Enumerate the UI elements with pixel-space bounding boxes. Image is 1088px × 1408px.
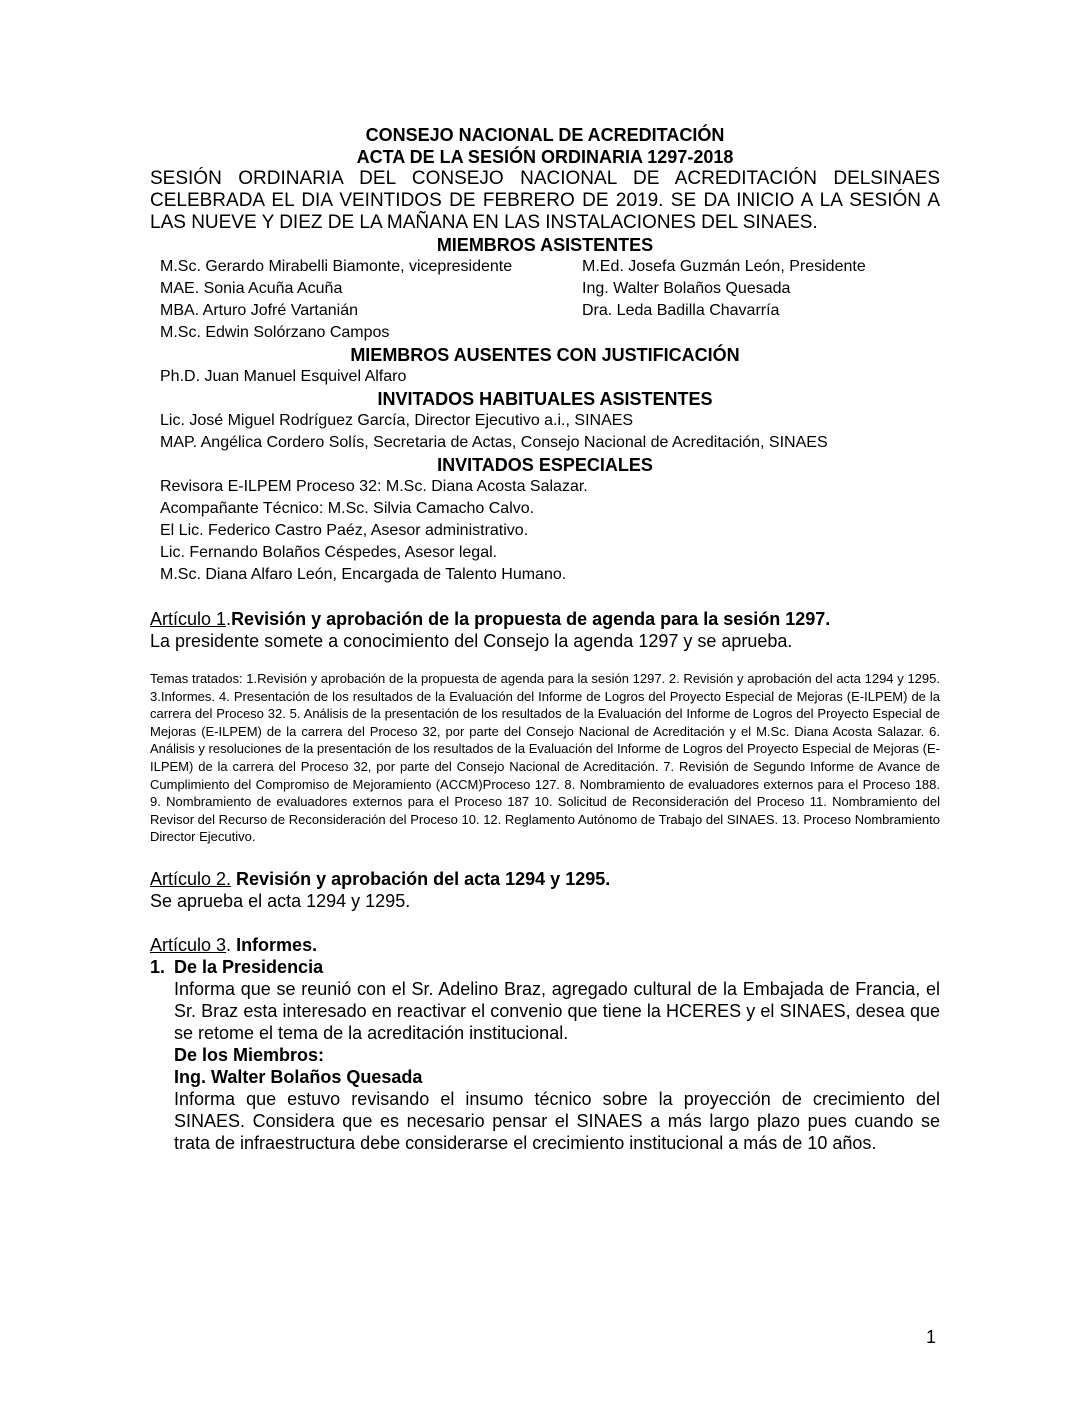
absent-list <box>150 366 940 388</box>
article-1-title <box>150 608 940 630</box>
article-2-label: Artículo 2. <box>150 868 232 889</box>
article-3-title <box>150 934 940 956</box>
topics-summary: Temas tratados: 1.Revisión y aprobación de la propuesta de agenda para la sesión 1297. 2. Revisión y aprobación del acta 1294 y 1295. 3.Informes. 4. Presentación de los resultados de la Evaluación del Informe de Logros del Proyecto Especial de Mejoras (E-ILPEM) de la carrera del Proceso 32. 5. Análisis de la presentación de los resultados de la Evaluación del Informe de Logros del Proyecto Especial de Mejoras (E-ILPEM) de la carrera del Proceso 32, por parte del Consejo Nacional de Acreditación y el M.Sc. Diana Acosta Salazar. 6. Análisis y resoluciones de la presentación de los resultados de la Evaluación del Informe de Logros del Proyecto Especial de Mejoras (E-ILPEM) de la carrera del Proceso 32, por parte del Consejo Nacional de Acreditación. 7. Revisión de Segundo Informe de Avance de Cumplimiento del Compromiso de Mejoramiento (ACCM)Proceso 127. 8. Nombramiento de evaluadores externos para el Proceso 188. 9. Nombramiento de evaluadores externos para el Proceso 187 10. Solicitud de Reconsideración del Proceso 11. Nombramiento del Revisor del Recurso de Reconsideración del Proceso 10. 12. Reglamento Autónomo de Trabajo del SINAES. 13. Proceso Nombramiento Director Ejecutivo. <box>150 671 940 845</box>
guests-list <box>150 410 940 454</box>
attendee-left-4: M.Sc. Edwin Solórzano Campos <box>160 324 390 341</box>
document-content <box>150 124 940 1154</box>
article-3-label: Artículo 3 <box>150 934 227 955</box>
article-2-title <box>150 868 940 890</box>
special-guests-heading: INVITADOS ESPECIALES <box>437 455 653 475</box>
attendee-left-3: MBA. Arturo Jofré Vartanián <box>160 302 359 319</box>
article-2-body: Se aprueba el acta 1294 y 1295. <box>150 890 411 911</box>
presidencia-item <box>150 956 940 978</box>
attendee-right-4 <box>582 322 940 344</box>
article-2 <box>150 868 940 912</box>
member-name: Ing. Walter Bolaños Quesada <box>174 1066 423 1087</box>
council-title: CONSEJO NACIONAL DE ACREDITACIÓN <box>365 125 725 145</box>
special-guest-item: M.Sc. Diana Alfaro León, Encargada de Talento Humano. <box>160 566 567 583</box>
presidencia-text: Informa que se reunió con el Sr. Adelino Braz, agregado cultural de la Embajada de Francia, el Sr. Braz esta interesado en reactivar el convenio que tiene la HCERES y el SINAES, desea que se retome el tema de la acreditación institucional. <box>174 978 940 1043</box>
special-guest-item: Revisora E-ILPEM Proceso 32: M.Sc. Diana Acosta Salazar. <box>160 478 588 495</box>
presidencia-number: 1. <box>150 956 166 977</box>
presidencia-content <box>150 978 940 1154</box>
attendee-right-3: Dra. Leda Badilla Chavarría <box>582 302 780 319</box>
absent-heading: MIEMBROS AUSENTES CON JUSTIFICACIÓN <box>350 345 740 365</box>
absent-member: Ph.D. Juan Manuel Esquivel Alfaro <box>160 368 407 385</box>
article-1 <box>150 608 940 652</box>
members-subheading: De los Miembros: <box>174 1044 325 1065</box>
article-2-heading: Revisión y aprobación del acta 1294 y 1295. <box>231 868 611 889</box>
attendee-left-1: M.Sc. Gerardo Mirabelli Biamonte, vicepresidente <box>160 258 513 275</box>
session-intro: SESIÓN ORDINARIA DEL CONSEJO NACIONAL DE ACREDITACIÓN DELSINAES CELEBRADA EL DIA VEINTIDOS DE FEBRERO DE 2019. SE DA INICIO A LA SESIÓN A LAS NUEVE Y DIEZ DE LA MAÑANA EN LAS INSTALACIONES DEL SINAES. <box>150 168 940 233</box>
presidencia-title: De la Presidencia <box>174 956 324 977</box>
guest-item: MAP. Angélica Cordero Solís, Secretaria de Actas, Consejo Nacional de Acreditación, SINAES <box>160 434 828 451</box>
article-1-label: Artículo 1 <box>150 609 227 629</box>
article-1-heading: Revisión y aprobación de la propuesta de agenda para la sesión 1297. <box>231 609 831 629</box>
attendees-heading: MIEMBROS ASISTENTES <box>436 235 654 255</box>
member-report-text: Informa que estuvo revisando el insumo técnico sobre la proyección de crecimiento del SINAES. Considera que es necesario pensar el SINAES a más largo plazo pues cuando se trata de infraestructura debe considerarse el crecimiento institucional a más de 10 años. <box>174 1088 940 1153</box>
guests-heading: INVITADOS HABITUALES ASISTENTES <box>377 389 713 409</box>
attendees-list <box>150 256 940 344</box>
special-guest-item: El Lic. Federico Castro Paéz, Asesor administrativo. <box>160 522 529 539</box>
special-guest-item: Acompañante Técnico: M.Sc. Silvia Camacho Calvo. <box>160 500 535 517</box>
attendee-right-1: M.Ed. Josefa Guzmán León, Presidente <box>582 258 866 275</box>
article-3 <box>150 934 940 1154</box>
article-1-body: La presidente somete a conocimiento del Consejo la agenda 1297 y se aprueba. <box>150 631 793 651</box>
session-title: ACTA DE LA SESIÓN ORDINARIA 1297-2018 <box>356 147 734 167</box>
special-guest-item: Lic. Fernando Bolaños Céspedes, Asesor legal. <box>160 544 498 561</box>
article-3-heading: Informes. <box>236 934 318 955</box>
article-3-separator: . <box>226 934 237 955</box>
special-guests-list <box>150 476 940 586</box>
guest-item: Lic. José Miguel Rodríguez García, Director Ejecutivo a.i., SINAES <box>160 412 634 429</box>
attendee-right-2: Ing. Walter Bolaños Quesada <box>582 280 791 297</box>
article-1-separator: . <box>226 609 232 629</box>
attendee-left-2: MAE. Sonia Acuña Acuña <box>160 280 343 297</box>
page-number: 1 <box>925 1327 936 1347</box>
